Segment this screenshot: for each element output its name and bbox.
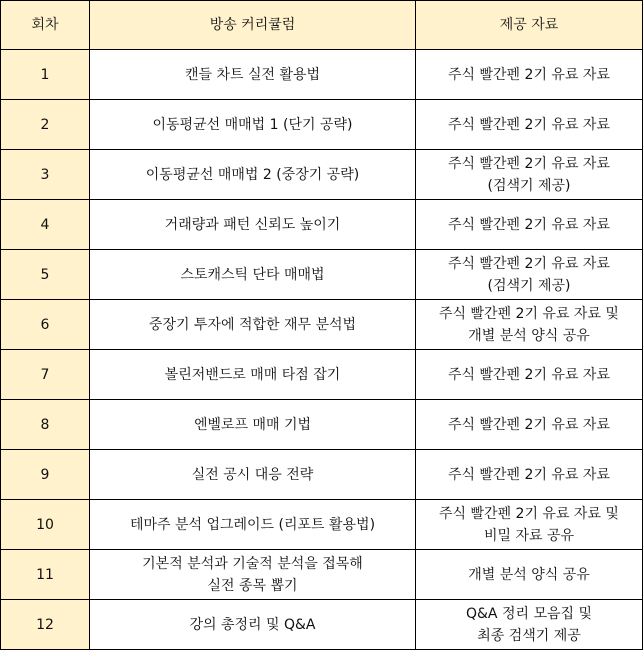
material-text: 주식 빨간펜 2기 유료 자료 <box>448 66 610 83</box>
material-cell <box>416 550 643 600</box>
round-number: 7 <box>1 350 90 400</box>
round-number: 9 <box>1 450 90 500</box>
material-text: 주식 빨간펜 2기 유료 자료 및 <box>439 305 619 322</box>
round-number: 1 <box>1 50 90 100</box>
material-cell <box>416 250 643 300</box>
material-text: 주식 빨간펜 2기 유료 자료 <box>448 216 610 233</box>
material-cell <box>416 450 643 500</box>
round-number: 8 <box>1 400 90 450</box>
round-number: 4 <box>1 200 90 250</box>
material-cell <box>416 300 643 350</box>
table-row <box>1 350 643 400</box>
material-text: 주식 빨간펜 2기 유료 자료 <box>448 466 610 483</box>
table-row <box>1 250 643 300</box>
curriculum-cell <box>90 200 416 250</box>
round-number: 2 <box>1 100 90 150</box>
curriculum-cell <box>90 100 416 150</box>
curriculum-text: 엔벨로프 매매 기법 <box>193 416 312 433</box>
table-row <box>1 100 643 150</box>
curriculum-text: 이동평균선 매매법 1 (단기 공략) <box>152 116 353 133</box>
curriculum-text: 기본적 분석과 기술적 분석을 접목해 <box>142 555 363 572</box>
round-number: 5 <box>1 250 90 300</box>
material-text: 주식 빨간펜 2기 유료 자료 <box>448 155 610 172</box>
header-row <box>1 1 643 50</box>
curriculum-text: 이동평균선 매매법 2 (중장기 공략) <box>145 166 360 183</box>
table-row <box>1 450 643 500</box>
material-text: 주식 빨간펜 2기 유료 자료 <box>448 366 610 383</box>
material-text: 주식 빨간펜 2기 유료 자료 <box>448 416 610 433</box>
curriculum-text: 중장기 투자에 적합한 재무 분석법 <box>148 316 357 333</box>
material-cell <box>416 400 643 450</box>
curriculum-text: 강의 총정리 및 Q&A <box>189 616 316 633</box>
curriculum-cell <box>90 150 416 200</box>
material-text: (검색기 제공) <box>487 177 571 194</box>
material-text: 비밀 자료 공유 <box>483 527 575 544</box>
round-number: 11 <box>1 550 90 600</box>
material-text: 주식 빨간펜 2기 유료 자료 및 <box>439 505 619 522</box>
round-number: 10 <box>1 500 90 550</box>
material-cell <box>416 500 643 550</box>
curriculum-text: 실전 종목 뽑기 <box>207 577 298 594</box>
material-text: 개별 분석 양식 공유 <box>468 566 590 583</box>
material-cell <box>416 600 643 650</box>
curriculum-cell <box>90 550 416 600</box>
curriculum-cell <box>90 450 416 500</box>
table-row <box>1 550 643 600</box>
round-number: 6 <box>1 300 90 350</box>
header-round: 회차 <box>1 1 90 50</box>
material-text: 개별 분석 양식 공유 <box>468 327 590 344</box>
round-number: 3 <box>1 150 90 200</box>
material-cell <box>416 100 643 150</box>
curriculum-text: 볼린저밴드로 매매 타점 잡기 <box>164 366 341 383</box>
curriculum-cell <box>90 300 416 350</box>
material-cell <box>416 200 643 250</box>
table-row <box>1 600 643 650</box>
material-text: 최종 검색기 제공 <box>477 627 581 644</box>
curriculum-cell <box>90 50 416 100</box>
material-cell <box>416 150 643 200</box>
material-text: (검색기 제공) <box>487 277 571 294</box>
material-text: Q&A 정리 모음집 및 <box>465 605 592 622</box>
curriculum-cell <box>90 250 416 300</box>
table-row <box>1 50 643 100</box>
header-material: 제공 자료 <box>416 1 643 50</box>
table-row <box>1 150 643 200</box>
table-body <box>1 50 643 650</box>
curriculum-cell <box>90 500 416 550</box>
material-text: 주식 빨간펜 2기 유료 자료 <box>448 116 610 133</box>
curriculum-cell <box>90 400 416 450</box>
curriculum-cell <box>90 350 416 400</box>
material-cell <box>416 50 643 100</box>
material-cell <box>416 350 643 400</box>
table-row <box>1 200 643 250</box>
round-number: 12 <box>1 600 90 650</box>
material-text: 주식 빨간펜 2기 유료 자료 <box>448 255 610 272</box>
curriculum-text: 테마주 분석 업그레이드 (리포트 활용법) <box>129 516 376 533</box>
curriculum-cell <box>90 600 416 650</box>
curriculum-text: 캔들 차트 실전 활용법 <box>184 66 321 83</box>
curriculum-text: 스토캐스틱 단타 매매법 <box>180 266 325 283</box>
table-row <box>1 400 643 450</box>
table-row <box>1 300 643 350</box>
curriculum-text: 실전 공시 대응 전략 <box>191 466 314 483</box>
table-row <box>1 500 643 550</box>
curriculum-text: 거래량과 패턴 신뢰도 높이기 <box>164 216 341 233</box>
header-curriculum: 방송 커리큘럼 <box>90 1 416 50</box>
